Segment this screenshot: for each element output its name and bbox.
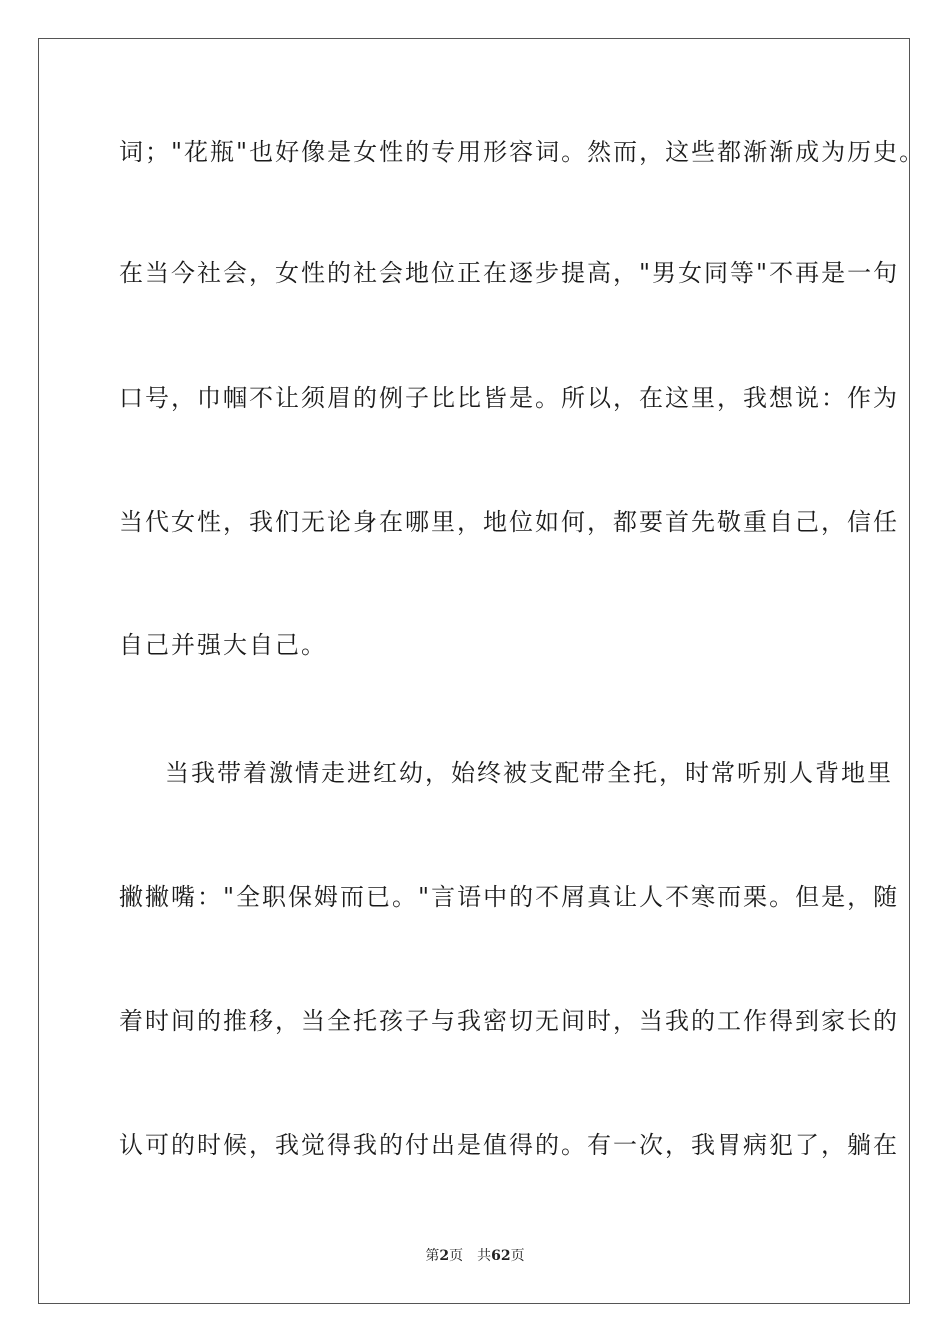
paragraph-line-6: 当我带着激情走进红幼，始终被支配带全托，时常听别人背地里 [165, 759, 893, 787]
page-number: 2 [439, 1248, 450, 1264]
page-footer [0, 1247, 950, 1265]
total-pages: 62 [491, 1248, 511, 1264]
paragraph-line-9: 认可的时候，我觉得我的付出是值得的。有一次，我胃病犯了，躺在 [119, 1131, 899, 1159]
paragraph-line-2: 在当今社会，女性的社会地位正在逐步提高，"男女同等"不再是一句 [119, 259, 900, 287]
page-suffix: 页 [449, 1248, 464, 1264]
page-border [38, 38, 926, 1304]
paragraph-line-1: 词；"花瓶"也好像是女性的专用形容词。然而，这些都渐渐成为历史。 [119, 138, 926, 166]
paragraph-line-8: 着时间的推移，当全托孩子与我密切无间时，当我的工作得到家长的 [119, 1007, 899, 1035]
paragraph-line-5: 自己并强大自己。 [119, 631, 327, 659]
paragraph-line-7: 撇撇嘴："全职保姆而已。"言语中的不屑真让人不寒而栗。但是，随 [119, 883, 900, 911]
paragraph-line-4: 当代女性，我们无论身在哪里，地位如何，都要首先敬重自己，信任 [119, 508, 899, 536]
paragraph-line-3: 口号，巾帼不让须眉的例子比比皆是。所以，在这里，我想说：作为 [119, 384, 899, 412]
page-prefix: 第 [425, 1248, 440, 1264]
total-suffix: 页 [510, 1248, 525, 1264]
total-prefix: 共 [477, 1248, 492, 1264]
